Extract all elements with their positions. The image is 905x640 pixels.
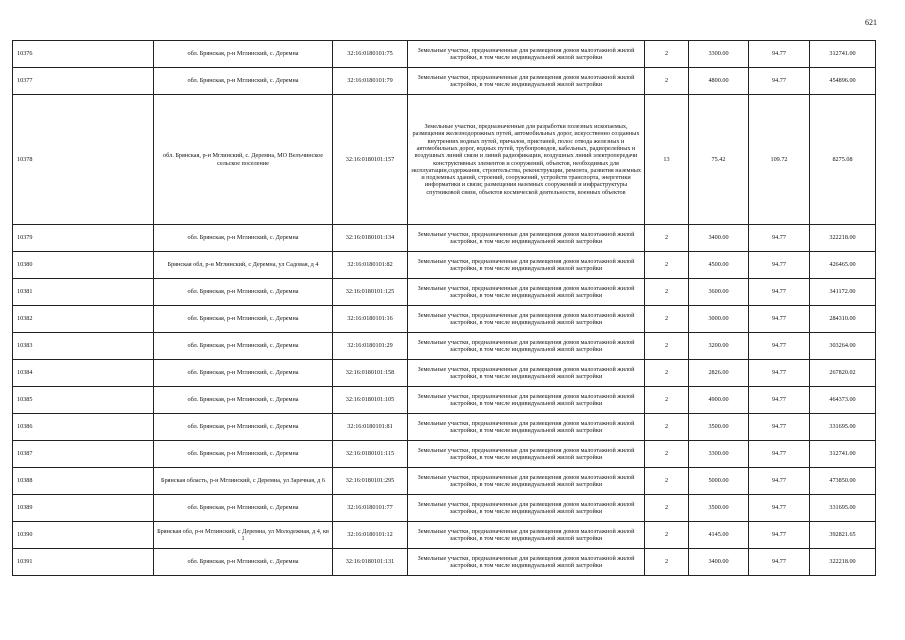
cadastral-number-cell: 32:16:0180101:131 xyxy=(333,549,408,576)
address-cell: обл. Брянская, р-н Мглинский, с. Деремна xyxy=(154,279,333,306)
category-cell: 2 xyxy=(645,441,689,468)
address-cell: обл. Брянская, р-н Мглинский, с. Деремна, МО Велъчинское сельское поселение xyxy=(154,95,333,225)
table-row xyxy=(13,387,876,414)
area-cell: 3500.00 xyxy=(689,414,749,441)
rate-cell: 94.77 xyxy=(749,387,810,414)
category-cell: 2 xyxy=(645,41,689,68)
category-cell: 2 xyxy=(645,549,689,576)
rate-cell: 94.77 xyxy=(749,333,810,360)
table-row xyxy=(13,252,876,279)
area-cell: 3600.00 xyxy=(689,279,749,306)
area-cell: 5000.00 xyxy=(689,468,749,495)
page-number: 621 xyxy=(865,18,877,27)
category-cell: 2 xyxy=(645,306,689,333)
address-cell: обл. Брянская, р-н Мглинский, с. Деремна xyxy=(154,225,333,252)
category-cell: 2 xyxy=(645,468,689,495)
cadastral-number-cell: 32:16:0180101:82 xyxy=(333,252,408,279)
address-cell: обл. Брянская, р-н Мглинский, с. Деремна xyxy=(154,333,333,360)
cadastral-number-cell: 32:16:0180101:79 xyxy=(333,68,408,95)
table-row xyxy=(13,468,876,495)
row-number-cell: 10381 xyxy=(13,279,154,306)
land-registry-table xyxy=(12,40,876,576)
rate-cell: 94.77 xyxy=(749,522,810,549)
area-cell: 75.42 xyxy=(689,95,749,225)
cadastral-value-cell: 322218.00 xyxy=(810,225,876,252)
land-use-cell: Земельные участки, предназначенные для размещения домов малоэтажной жилой застройки, в том числе индивидуальной жилой застройки xyxy=(408,360,645,387)
area-cell: 3500.00 xyxy=(689,495,749,522)
cadastral-value-cell: 303264.00 xyxy=(810,333,876,360)
address-cell: Брянская обл, р-н Мглинский, с Деремна, ул Садовая, д 4 xyxy=(154,252,333,279)
address-cell: обл. Брянская, р-н Мглинский, с. Деремна xyxy=(154,306,333,333)
row-number-cell: 10380 xyxy=(13,252,154,279)
table-row xyxy=(13,414,876,441)
area-cell: 3000.00 xyxy=(689,306,749,333)
row-number-cell: 10382 xyxy=(13,306,154,333)
cadastral-value-cell: 331695.00 xyxy=(810,495,876,522)
land-use-cell: Земельные участки, предназначенные для размещения домов малоэтажной жилой застройки, в том числе индивидуальной жилой застройки xyxy=(408,549,645,576)
category-cell: 2 xyxy=(645,387,689,414)
address-cell: обл. Брянская, р-н Мглинский, с. Деремна xyxy=(154,441,333,468)
row-number-cell: 10378 xyxy=(13,95,154,225)
table-row xyxy=(13,522,876,549)
land-use-cell: Земельные участки, предназначенные для размещения домов малоэтажной жилой застройки, в том числе индивидуальной жилой застройки xyxy=(408,306,645,333)
cadastral-number-cell: 32:16:0180101:295 xyxy=(333,468,408,495)
row-number-cell: 10383 xyxy=(13,333,154,360)
category-cell: 2 xyxy=(645,333,689,360)
land-use-cell: Земельные участки, предназначенные для размещения домов малоэтажной жилой застройки, в том числе индивидуальной жилой застройки xyxy=(408,522,645,549)
land-use-cell: Земельные участки, предназначенные для размещения домов малоэтажной жилой застройки, в том числе индивидуальной жилой застройки xyxy=(408,414,645,441)
rate-cell: 94.77 xyxy=(749,252,810,279)
rate-cell: 109.72 xyxy=(749,95,810,225)
area-cell: 3400.00 xyxy=(689,225,749,252)
area-cell: 4145.00 xyxy=(689,522,749,549)
cadastral-number-cell: 32:16:0180101:158 xyxy=(333,360,408,387)
rate-cell: 94.77 xyxy=(749,549,810,576)
category-cell: 2 xyxy=(645,252,689,279)
row-number-cell: 10390 xyxy=(13,522,154,549)
address-cell: обл. Брянская, р-н Мглинский, с. Деремна xyxy=(154,495,333,522)
rate-cell: 94.77 xyxy=(749,360,810,387)
cadastral-value-cell: 312741.00 xyxy=(810,441,876,468)
row-number-cell: 10386 xyxy=(13,414,154,441)
cadastral-value-cell: 341172.00 xyxy=(810,279,876,306)
cadastral-value-cell: 312741.00 xyxy=(810,41,876,68)
cadastral-number-cell: 32:16:0180101:77 xyxy=(333,495,408,522)
row-number-cell: 10384 xyxy=(13,360,154,387)
area-cell: 3200.00 xyxy=(689,333,749,360)
table-row xyxy=(13,306,876,333)
table-row xyxy=(13,441,876,468)
address-cell: обл. Брянская, р-н Мглинский, с. Деремна xyxy=(154,549,333,576)
row-number-cell: 10389 xyxy=(13,495,154,522)
cadastral-value-cell: 8275.08 xyxy=(810,95,876,225)
table-row xyxy=(13,41,876,68)
address-cell: обл. Брянская, р-н Мглинский, с. Деремна xyxy=(154,41,333,68)
land-use-cell: Земельные участки, предназначенные для размещения домов малоэтажной жилой застройки, в том числе индивидуальной жилой застройки xyxy=(408,252,645,279)
table-row xyxy=(13,95,876,225)
land-use-cell: Земельные участки, предназначенные для размещения домов малоэтажной жилой застройки, в том числе индивидуальной жилой застройки xyxy=(408,279,645,306)
rate-cell: 94.77 xyxy=(749,306,810,333)
rate-cell: 94.77 xyxy=(749,414,810,441)
category-cell: 13 xyxy=(645,95,689,225)
row-number-cell: 10391 xyxy=(13,549,154,576)
area-cell: 3300.00 xyxy=(689,441,749,468)
land-use-cell: Земельные участки, предназначенные для размещения домов малоэтажной жилой застройки, в том числе индивидуальной жилой застройки xyxy=(408,387,645,414)
cadastral-value-cell: 464373.00 xyxy=(810,387,876,414)
area-cell: 3300.00 xyxy=(689,41,749,68)
area-cell: 4900.00 xyxy=(689,387,749,414)
land-use-cell: Земельные участки, предназначенные для размещения домов малоэтажной жилой застройки, в том числе индивидуальной жилой застройки xyxy=(408,441,645,468)
cadastral-value-cell: 392821.65 xyxy=(810,522,876,549)
address-cell: обл. Брянская, р-н Мглинский, с. Деремна xyxy=(154,360,333,387)
address-cell: обл. Брянская, р-н Мглинский, с. Деремна xyxy=(154,68,333,95)
cadastral-number-cell: 32:16:0180101:157 xyxy=(333,95,408,225)
table-row xyxy=(13,360,876,387)
rate-cell: 94.77 xyxy=(749,225,810,252)
address-cell: Брянская обл, р-н Мглинский, с Деремна, ул Молодежная, д 4, кв 1 xyxy=(154,522,333,549)
cadastral-number-cell: 32:16:0180101:81 xyxy=(333,414,408,441)
address-cell: обл. Брянская, р-н Мглинский, с. Деремна xyxy=(154,387,333,414)
land-use-cell: Земельные участки, предназначенные для размещения домов малоэтажной жилой застройки, в том числе индивидуальной жилой застройки xyxy=(408,495,645,522)
category-cell: 2 xyxy=(645,414,689,441)
category-cell: 2 xyxy=(645,225,689,252)
cadastral-number-cell: 32:16:0180101:75 xyxy=(333,41,408,68)
cadastral-number-cell: 32:16:0180101:115 xyxy=(333,441,408,468)
rate-cell: 94.77 xyxy=(749,441,810,468)
area-cell: 3400.00 xyxy=(689,549,749,576)
area-cell: 4800.00 xyxy=(689,68,749,95)
cadastral-value-cell: 426465.00 xyxy=(810,252,876,279)
category-cell: 2 xyxy=(645,495,689,522)
category-cell: 2 xyxy=(645,360,689,387)
rate-cell: 94.77 xyxy=(749,495,810,522)
category-cell: 2 xyxy=(645,279,689,306)
cadastral-value-cell: 267820.02 xyxy=(810,360,876,387)
cadastral-number-cell: 32:16:0180101:125 xyxy=(333,279,408,306)
area-cell: 2826.00 xyxy=(689,360,749,387)
cadastral-value-cell: 454896.00 xyxy=(810,68,876,95)
area-cell: 4500.00 xyxy=(689,252,749,279)
land-use-cell: Земельные участки, предназначенные для разработки полезных ископаемых, размещения железнодорожных путей, автомобильных дорог, искусственно созданных внутренних водных путей, причалов, пристаней, полос отвода железных и автомобильных дорог, водных путей, трубопроводов, кабельных, радиорелейных и воздушных линий связи и линий радиофикации, воздушных линий электропередачи конструктивных элементов и сооружений, объектов, необходимых для эксплуатации,содержания, строительства, реконструкции, ремонта, развития наземных и подземных зданий, строений, сооружений, устройств транспорта, энергетики информатики и связи; размещения наземных сооружений и инфраструктуры спутниковой связи, объектов космической деятельности, военных объектов xyxy=(408,95,645,225)
rate-cell: 94.77 xyxy=(749,468,810,495)
rate-cell: 94.77 xyxy=(749,279,810,306)
table-row xyxy=(13,225,876,252)
land-use-cell: Земельные участки, предназначенные для размещения домов малоэтажной жилой застройки, в том числе индивидуальной жилой застройки xyxy=(408,225,645,252)
cadastral-value-cell: 331695.00 xyxy=(810,414,876,441)
category-cell: 2 xyxy=(645,68,689,95)
row-number-cell: 10388 xyxy=(13,468,154,495)
land-use-cell: Земельные участки, предназначенные для размещения домов малоэтажной жилой застройки, в том числе индивидуальной жилой застройки xyxy=(408,468,645,495)
row-number-cell: 10387 xyxy=(13,441,154,468)
cadastral-number-cell: 32:16:0180101:105 xyxy=(333,387,408,414)
row-number-cell: 10376 xyxy=(13,41,154,68)
table-row xyxy=(13,495,876,522)
cadastral-number-cell: 32:16:0180101:29 xyxy=(333,333,408,360)
land-use-cell: Земельные участки, предназначенные для размещения домов малоэтажной жилой застройки, в том числе индивидуальной жилой застройки xyxy=(408,41,645,68)
cadastral-value-cell: 322218.00 xyxy=(810,549,876,576)
rate-cell: 94.77 xyxy=(749,41,810,68)
cadastral-number-cell: 32:16:0180101:12 xyxy=(333,522,408,549)
address-cell: Брянская область, р-н Мглинский, с Деремна, ул Заречная, д 6 xyxy=(154,468,333,495)
table-row xyxy=(13,333,876,360)
cadastral-value-cell: 473850.00 xyxy=(810,468,876,495)
category-cell: 2 xyxy=(645,522,689,549)
land-use-cell: Земельные участки, предназначенные для размещения домов малоэтажной жилой застройки, в том числе индивидуальной жилой застройки xyxy=(408,68,645,95)
rate-cell: 94.77 xyxy=(749,68,810,95)
row-number-cell: 10385 xyxy=(13,387,154,414)
cadastral-number-cell: 32:16:0180101:16 xyxy=(333,306,408,333)
row-number-cell: 10377 xyxy=(13,68,154,95)
land-use-cell: Земельные участки, предназначенные для размещения домов малоэтажной жилой застройки, в том числе индивидуальной жилой застройки xyxy=(408,333,645,360)
row-number-cell: 10379 xyxy=(13,225,154,252)
table-row xyxy=(13,549,876,576)
address-cell: обл. Брянская, р-н Мглинский, с. Деремна xyxy=(154,414,333,441)
table-row xyxy=(13,68,876,95)
cadastral-number-cell: 32:16:0180101:134 xyxy=(333,225,408,252)
table-body xyxy=(13,41,876,576)
table-row xyxy=(13,279,876,306)
cadastral-value-cell: 284310.00 xyxy=(810,306,876,333)
